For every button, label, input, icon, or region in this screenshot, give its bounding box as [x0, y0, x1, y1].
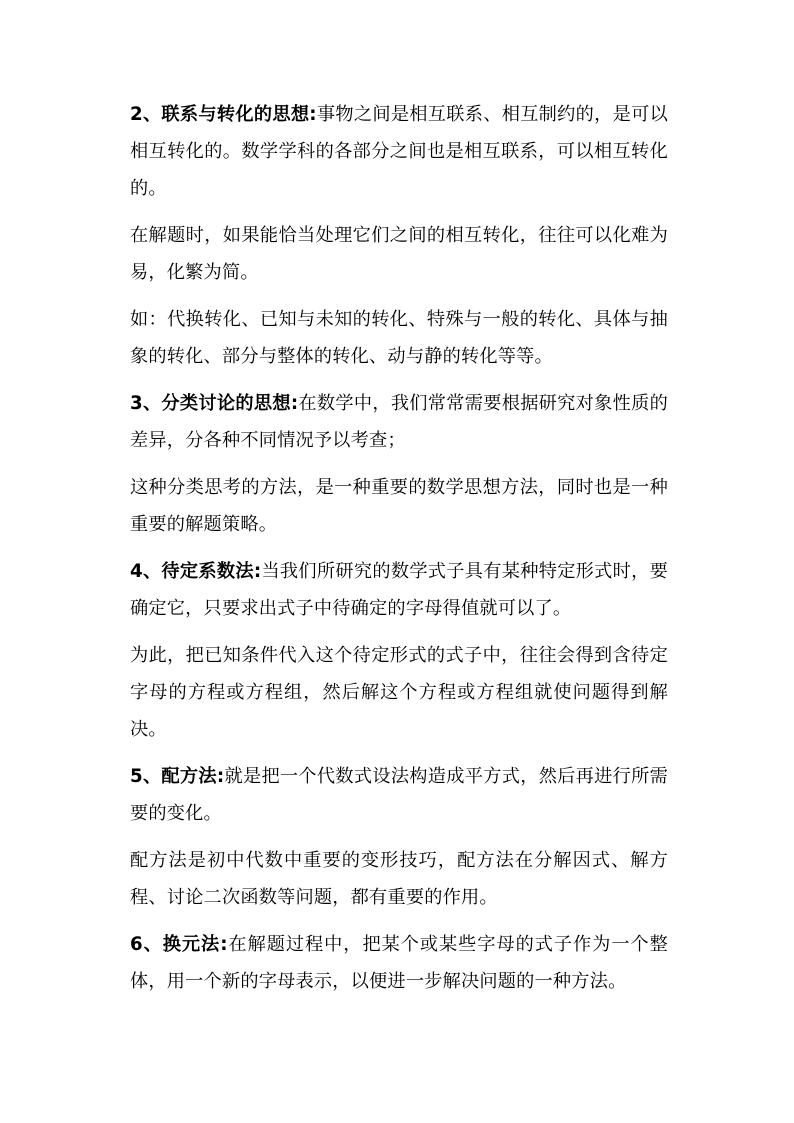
document-page: [130, 96, 668, 1010]
paragraph-transformation-examples: [130, 301, 668, 375]
paragraph-completing-square: [130, 758, 668, 832]
paragraph-linkage-transformation: [130, 96, 668, 207]
paragraph-heading: 5、配方法:: [130, 766, 225, 787]
paragraph-heading: 3、分类讨论的思想:: [130, 393, 299, 414]
paragraph-substitution: [130, 926, 668, 1000]
paragraph-text: 事物之间是相互联系、相互制约的，是可以相互转化的。数学学科的各部分之间也是相互联系，可以相互转化的。: [130, 104, 668, 199]
paragraph-undetermined-coefficients: [130, 553, 668, 627]
paragraph-text: 这种分类思考的方法，是一种重要的数学思想方法，同时也是一种重要的解题策略。: [130, 477, 668, 535]
paragraph-text: 就是把一个代数式设法构造成平方式，然后再进行所需要的变化。: [130, 766, 668, 824]
paragraph-text: 配方法是初中代数中重要的变形技巧，配方法在分解因式、解方程、讨论二次函数等问题，都有重要的作用。: [130, 850, 668, 908]
paragraph-text: 为此，把已知条件代入这个待定形式的式子中，往往会得到含待定字母的方程或方程组，然后解这个方程或方程组就使问题得到解决。: [130, 645, 668, 740]
paragraph-heading: 6、换元法:: [130, 934, 228, 955]
paragraph-classification-discussion: [130, 385, 668, 459]
paragraph-classification-strategy: [130, 469, 668, 543]
paragraph-heading: 4、待定系数法:: [130, 561, 262, 582]
paragraph-text: 在数学中，我们常常需要根据研究对象性质的差异，分各种不同情况予以考查；: [130, 393, 668, 451]
paragraph-heading: 2、联系与转化的思想:: [130, 104, 317, 125]
paragraph-text: 在解题过程中，把某个或某些字母的式子作为一个整体，用一个新的字母表示，以便进一步解决问题的一种方法。: [130, 934, 668, 992]
paragraph-coefficients-procedure: [130, 637, 668, 748]
paragraph-completing-square-usage: [130, 842, 668, 916]
paragraph-text: 当我们所研究的数学式子具有某种特定形式时，要确定它，只要求出式子中待确定的字母得值就可以了。: [130, 561, 669, 619]
paragraph-problem-solving-note: [130, 217, 668, 291]
paragraph-text: 在解题时，如果能恰当处理它们之间的相互转化，往往可以化难为易，化繁为简。: [130, 225, 668, 283]
paragraph-text: 如：代换转化、已知与未知的转化、特殊与一般的转化、具体与抽象的转化、部分与整体的转化、动与静的转化等等。: [130, 309, 668, 367]
